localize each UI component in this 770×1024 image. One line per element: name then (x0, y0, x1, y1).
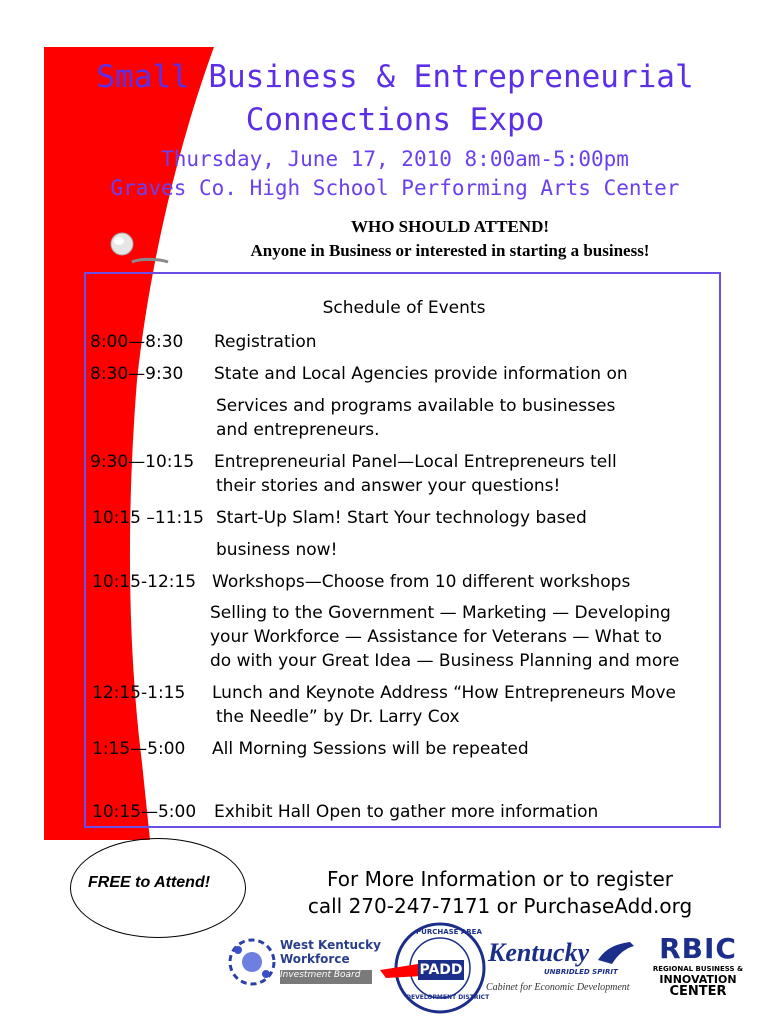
wkw-line-3: Investment Board (280, 970, 372, 984)
rbic-line-1: REGIONAL BUSINESS & (652, 965, 744, 973)
padd-text: PADD (419, 962, 463, 978)
who-should-attend-text: Anyone in Business or interested in starting a business! (250, 241, 650, 260)
schedule-time: 9:30—10:15 (90, 452, 195, 472)
title-line-2: Connections Expo (245, 102, 545, 138)
event-venue: Graves Co. High School Performing Arts Center (110, 176, 680, 200)
schedule-desc: Services and programs available to businesses (216, 396, 616, 416)
schedule-desc: business now! (216, 540, 338, 560)
schedule-time: 10:15-12:15 (92, 572, 197, 592)
rbic-line-3: CENTER (669, 984, 727, 999)
schedule-desc: Start-Up Slam! Start Your technology based (216, 508, 587, 528)
horse-icon (596, 938, 636, 968)
kentucky-tagline: UNBRIDLED SPIRIT (544, 968, 618, 976)
event-date: Thursday, June 17, 2010 8:00am-5:00pm (161, 147, 629, 171)
schedule-time: 12:15-1:15 (92, 683, 186, 703)
padd-ring-bottom: DEVELOPMENT DISTRICT (406, 994, 490, 1001)
west-kentucky-workforce-logo (224, 934, 381, 990)
padd-logo (378, 920, 488, 1016)
schedule-time: 10:15—5:00 (92, 802, 197, 822)
schedule-heading: Schedule of Events (322, 298, 486, 318)
schedule-time: 10:15 –11:15 (92, 508, 204, 528)
kentucky-logo (486, 938, 636, 998)
schedule-time: 8:30—9:30 (90, 364, 184, 384)
schedule-desc: Selling to the Government — Marketing — Developing (210, 603, 671, 623)
schedule-desc: and entrepreneurs. (216, 420, 380, 440)
schedule-desc: Registration (214, 332, 317, 352)
schedule-time: 8:00—8:30 (90, 332, 184, 352)
title-line-1: Small Business & Entrepreneurial (96, 59, 694, 95)
rbic-line-2: INNOVATION (659, 973, 737, 986)
wkw-line-2: Workforce (280, 952, 350, 966)
padd-ring-top: PURCHASE AREA (416, 928, 482, 936)
wkw-line-1: West Kentucky (280, 938, 381, 952)
schedule-desc: Workshops—Choose from 10 different workshops (212, 572, 631, 592)
schedule-desc: do with your Great Idea — Business Planning and more (210, 651, 680, 671)
who-should-attend-heading: WHO SHOULD ATTEND! (350, 217, 550, 236)
rbic-letters: RBIC (659, 932, 737, 965)
rbic-logo (646, 932, 750, 998)
schedule-desc: your Workforce — Assistance for Veterans — What to (210, 627, 662, 647)
schedule-desc: State and Local Agencies provide information on (214, 364, 628, 384)
schedule-desc: the Needle” by Dr. Larry Cox (216, 707, 460, 727)
schedule-desc: Exhibit Hall Open to gather more information (214, 802, 599, 822)
info-line-2: call 270-247-7171 or PurchaseAdd.org (307, 894, 693, 918)
workforce-swirl-icon (224, 934, 280, 990)
free-to-attend: FREE to Attend! (88, 874, 211, 891)
schedule-desc: their stories and answer your questions! (216, 476, 561, 496)
kentucky-cabinet: Cabinet for Economic Development (486, 982, 630, 993)
schedule-desc: Lunch and Keynote Address “How Entrepreneurs Move (212, 683, 677, 703)
schedule-desc: Entrepreneurial Panel—Local Entrepreneurs tell (214, 452, 617, 472)
schedule-desc: All Morning Sessions will be repeated (212, 739, 529, 759)
schedule-time: 1:15—5:00 (92, 739, 186, 759)
kentucky-wordmark: Kentucky (488, 938, 590, 967)
info-line-1: For More Information or to register (326, 867, 674, 891)
